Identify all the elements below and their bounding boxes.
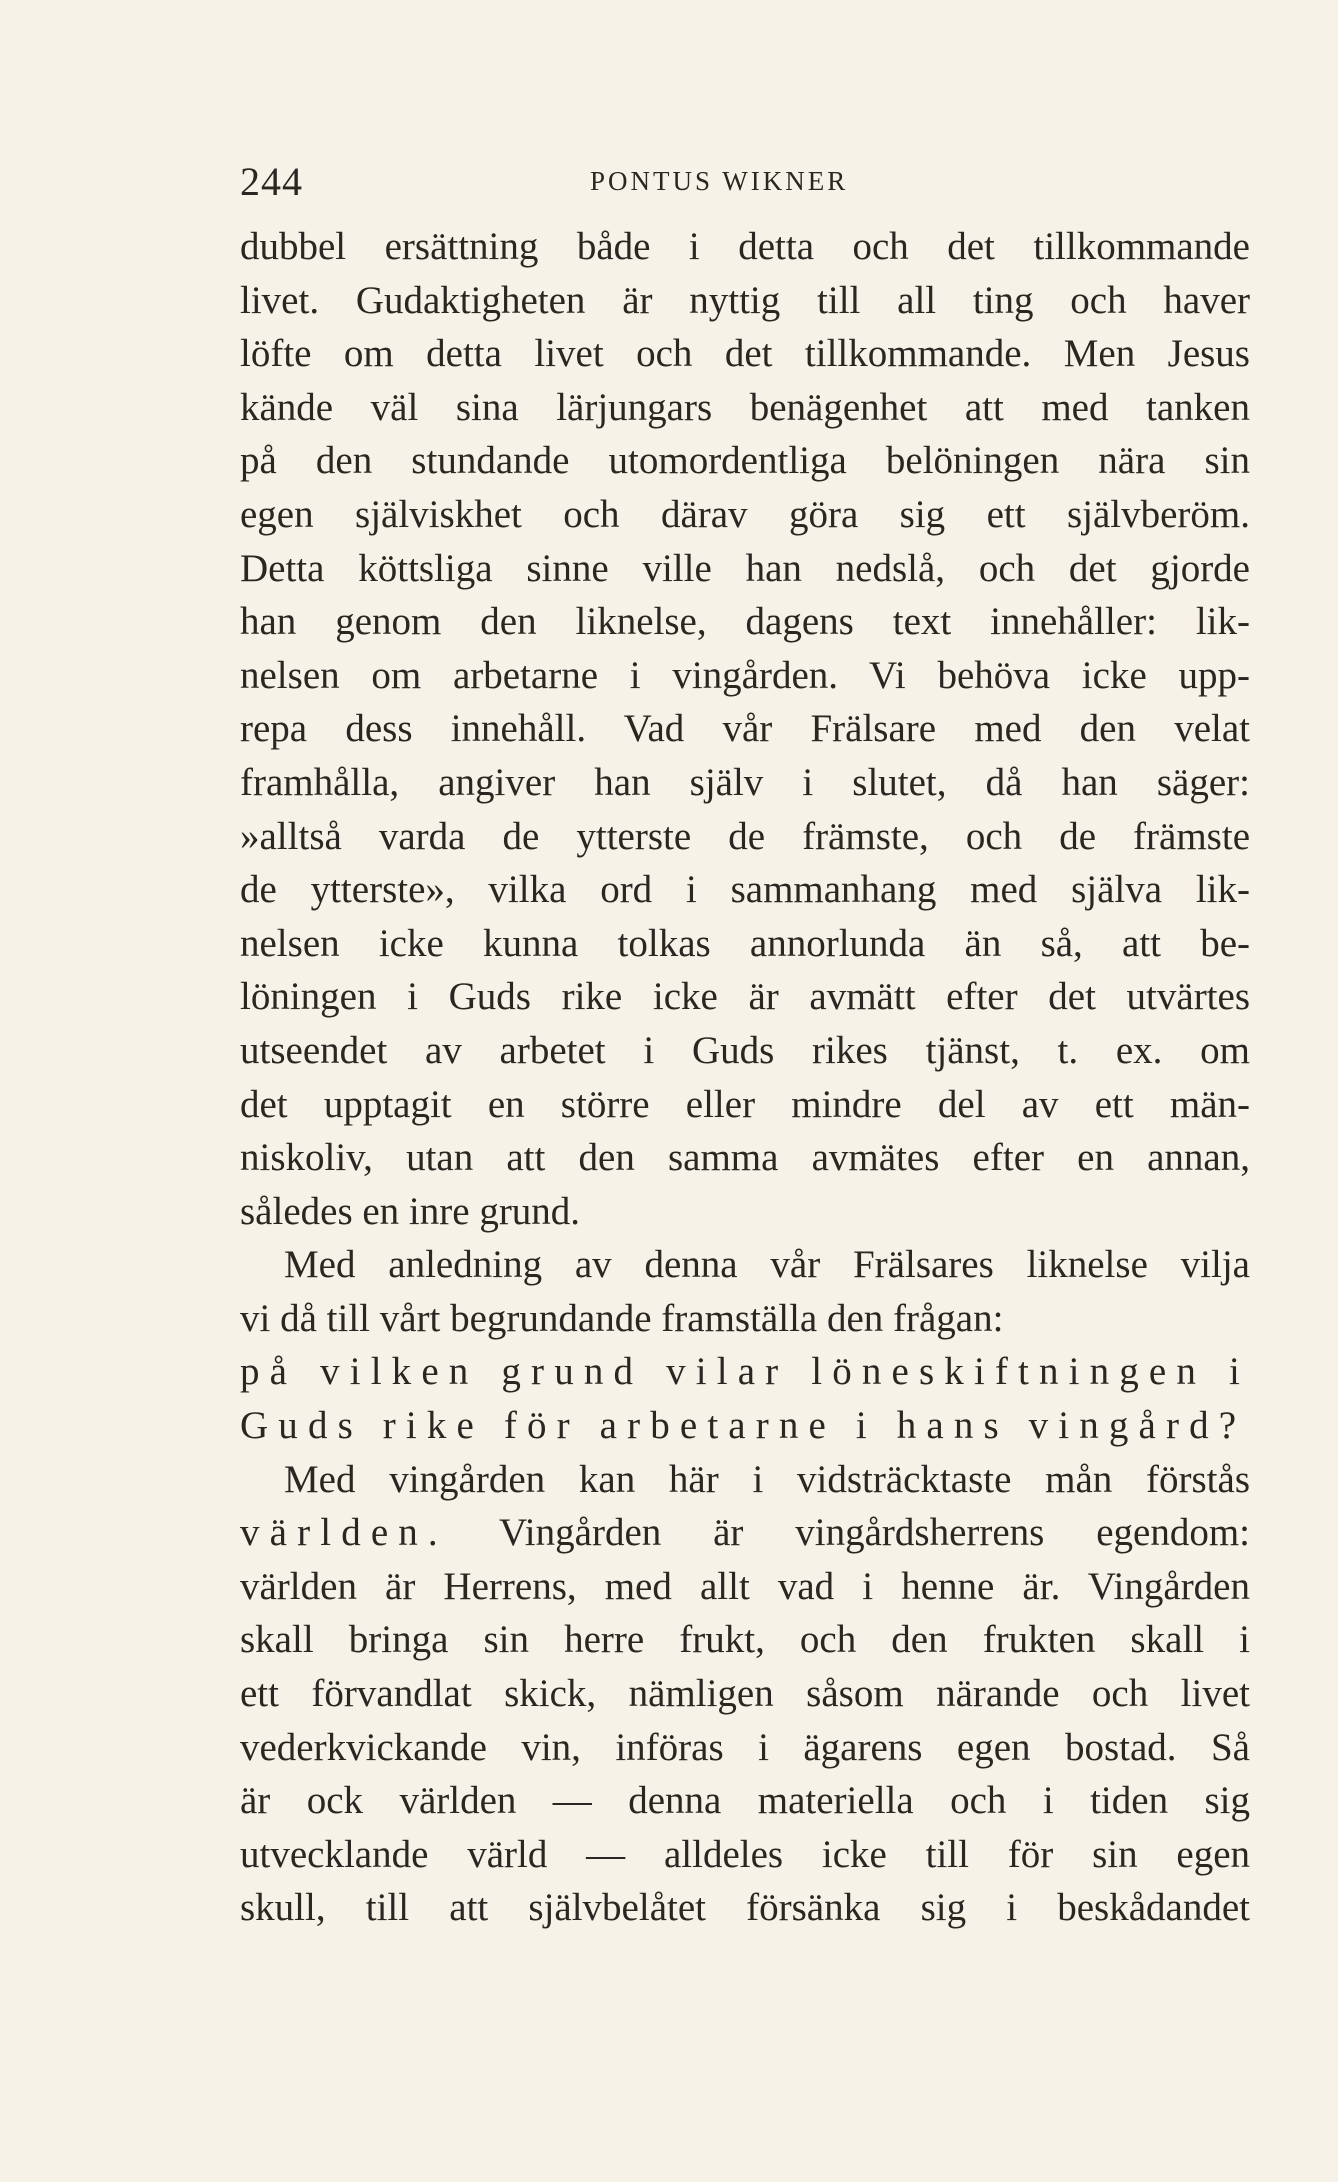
text-line: niskoliv, utan att den samma avmätes efter en annan, bbox=[240, 1136, 1250, 1180]
text-line: nelsen om arbetarne i vingården. Vi behöva icke upp- bbox=[240, 653, 1250, 697]
spaced-emphasis-line: på vilken grund vilar löneskiftningen i bbox=[240, 1350, 1250, 1394]
text-line: kände väl sina lärjungars benägenhet att med tanken bbox=[240, 385, 1250, 429]
running-head: PONTUS WIKNER bbox=[590, 166, 849, 196]
text-line bbox=[240, 1506, 1250, 1560]
text-line: »alltså varda de ytterste de främste, och de främste bbox=[240, 814, 1250, 858]
text-line: vederkvickande vin, införas i ägarens egen bostad. Så bbox=[240, 1725, 1250, 1769]
line-remainder: Vingården är vingårdsherrens egendom: bbox=[447, 1511, 1250, 1555]
text-line: de ytterste», vilka ord i sammanhang med själva lik- bbox=[240, 868, 1250, 912]
text-line: nelsen icke kunna tolkas annorlunda än så, att be- bbox=[240, 921, 1250, 965]
text-line: är ock världen — denna materiella och i tiden sig bbox=[240, 1779, 1250, 1823]
text-line: repa dess innehåll. Vad vår Frälsare med den velat bbox=[240, 707, 1250, 751]
text-line: Detta köttsliga sinne ville han nedslå, och det gjorde bbox=[240, 546, 1250, 590]
text-line: framhålla, angiver han själv i slutet, då han säger: bbox=[240, 760, 1250, 804]
text-line: egen själviskhet och därav göra sig ett självberöm. bbox=[240, 492, 1250, 536]
spaced-emphasis-word: världen. bbox=[240, 1511, 448, 1555]
paragraph-end-line: således en inre grund. bbox=[240, 1189, 581, 1233]
text-line: han genom den liknelse, dagens text innehåller: lik- bbox=[240, 600, 1250, 644]
text-line: skall bringa sin herre frukt, och den frukten skall i bbox=[240, 1618, 1250, 1662]
paragraph-start-line: Med vingården kan här i vidsträcktaste mån förstås bbox=[284, 1457, 1250, 1501]
text-line: på den stundande utomordentliga belöningen nära sin bbox=[240, 439, 1250, 483]
text-line: ett förvandlat skick, nämligen såsom närande och livet bbox=[240, 1672, 1250, 1716]
text-line: vi då till vårt begrundande framställa den frågan: bbox=[240, 1296, 1004, 1340]
text-line: skull, till att självbelåtet försänka sig i beskådandet bbox=[240, 1886, 1250, 1930]
page-number: 244 bbox=[240, 159, 303, 204]
text-line: världen är Herrens, med allt vad i henne är. Vingården bbox=[240, 1564, 1250, 1608]
spaced-emphasis-line: Guds rike för arbetarne i hans vingård? bbox=[240, 1404, 1247, 1448]
text-line: det upptagit en större eller mindre del av ett män- bbox=[240, 1082, 1250, 1126]
page-header bbox=[240, 158, 1250, 208]
body-text bbox=[240, 220, 1250, 1935]
text-line: löfte om detta livet och det tillkommande. Men Jesus bbox=[240, 332, 1250, 376]
paragraph-start-line: Med anledning av denna vår Frälsares liknelse vilja bbox=[284, 1243, 1250, 1287]
text-line: utvecklande värld — alldeles icke till för sin egen bbox=[240, 1832, 1250, 1876]
text-line: livet. Gudaktigheten är nyttig till all ting och haver bbox=[240, 278, 1250, 322]
text-line: utseendet av arbetet i Guds rikes tjänst, t. ex. om bbox=[240, 1028, 1250, 1072]
text-line: dubbel ersättning både i detta och det tillkommande bbox=[240, 225, 1250, 268]
text-line: löningen i Guds rike icke är avmätt efter det utvärtes bbox=[240, 975, 1250, 1019]
